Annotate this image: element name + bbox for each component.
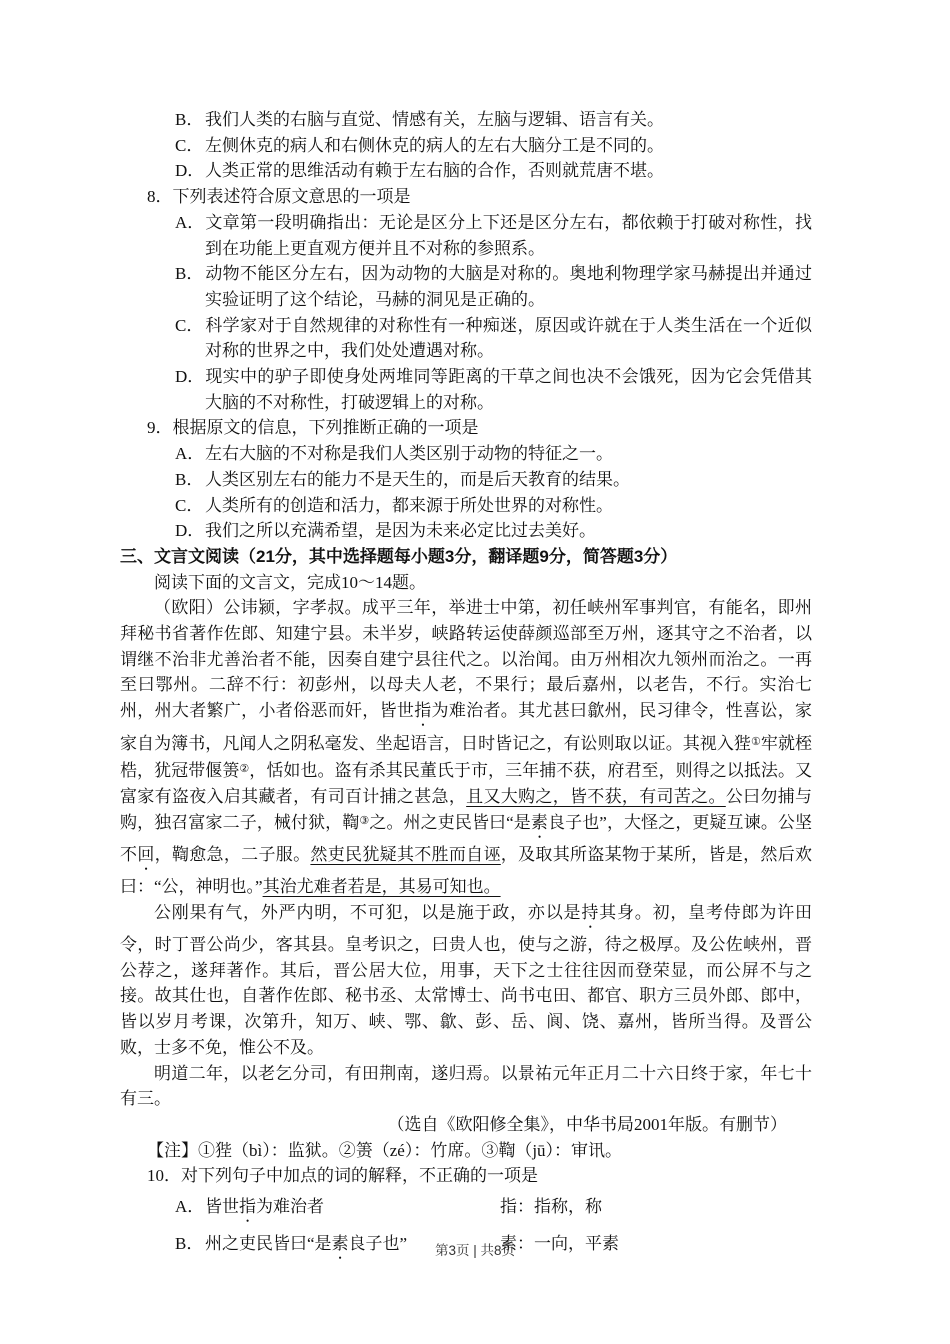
text-run: 文章第一段明确指出：无论是区分上下还是区分左右，都依赖于打破对称性，找到在功能上更直观方便并且不对称的参照系。: [205, 212, 812, 258]
item-label: D．: [175, 367, 205, 387]
underlined-text: 且又大购之，皆不获，有司苦之。: [466, 786, 726, 806]
passage-paragraph-3: [120, 1061, 812, 1112]
text-run: 其身。初，皇考侍郎为许田令，时丁晋公尚少，客其县。皇考识之，曰贵人也，使与之游，待之极厚。及公佐峡州，晋公荐之，遂拜著作。其后，晋公居大位，用事，天下之士往往因而登荣显，而公屏不与之接。故其仕也，自著作佐郎、秘书丞、太常博士、尚书屯田、都官、职方三员外郎、郎中，皆以岁月考课，次第升，知万、峡、鄂、歙、彭、岳、阆、饶、嘉州，皆所当得。及晋公败，士多不免，惟公不及。: [120, 902, 813, 1057]
q9-option-a: [120, 441, 812, 467]
q7-option-b: [120, 107, 812, 133]
q10-option-a: [120, 1194, 812, 1226]
text-run: 人类区别左右的能力不是天生的，而是后天教育的结果。: [205, 469, 630, 489]
text-run: 良子也”: [348, 1234, 408, 1254]
text-run: 牢就桎梏，犹冠带偃箦: [120, 734, 812, 780]
underlined-text: 然吏民犹疑其不胜而自诬: [310, 845, 501, 865]
text-run: 左侧休克的病人和右侧休克的病人的左右大脑分工是不同的。: [205, 135, 664, 155]
underlined-text: 其治尤难者若是，其易可知也。: [262, 877, 501, 897]
item-label: A．: [175, 444, 205, 464]
text-run: 我们之所以充满希望，是因为未来必定比过去美好。: [205, 521, 596, 541]
text-run: 对下列句子中加点的词的解释，不正确的一项是: [181, 1166, 538, 1186]
text-run: 根据原文的信息，下列推断正确的一项是: [172, 418, 479, 438]
q9-option-c: [120, 493, 812, 519]
text-run: 为难治者。其尤甚曰歙州，民习律令，性喜讼，家家自为簿书，凡闻人之阴私毫发、坐起语言，日时皆记之，有讼则取以证。其视入狴: [120, 701, 813, 754]
text-run: 之。州之吏民皆曰“是: [369, 813, 531, 833]
text-run: 人类正常的思维活动有赖于左右脑的合作，否则就荒唐不堪。: [205, 161, 664, 181]
text-run: 指：指称，称: [500, 1197, 602, 1217]
item-label: B．: [175, 110, 204, 129]
text-run: 科学家对于自然规律的对称性有一种痴迷，原因或许就在于人类生活在一个近似对称的世界之中，我们处处遭遇对称。: [205, 315, 812, 361]
text-run: 皆世: [205, 1197, 239, 1217]
question-8-stem: [120, 184, 812, 210]
item-label: B．: [175, 264, 204, 284]
item-label: B．: [175, 469, 204, 489]
text-run: 左右大脑的不对称是我们人类区别于动物的特征之一。: [205, 444, 613, 464]
text-run: 州之吏民皆曰“是: [205, 1234, 332, 1254]
item-label: 8．: [147, 187, 173, 207]
q8-option-c: [120, 313, 812, 364]
item-label: D．: [175, 161, 205, 181]
q8-option-b: [120, 261, 812, 312]
text-run: 【注】①狴（bì）：监狱。②箦（zé）：竹席。③鞫（jū）：审讯。: [147, 1140, 623, 1160]
q8-option-a: [120, 210, 812, 261]
item-label: C．: [175, 135, 204, 155]
text-run: ，鞫愈急，二子服。: [154, 845, 311, 865]
text-run: ，及取其所盗某物于某所，皆是，然后欢曰：“公，神明也。”: [120, 845, 813, 897]
footnote-marker: ③: [359, 815, 370, 828]
text-run: 素：一向，平素: [500, 1234, 619, 1254]
source-attribution: [120, 1112, 812, 1138]
passage-paragraph-2: [120, 900, 812, 1061]
option-gloss: [500, 1197, 602, 1216]
item-label: C．: [175, 315, 204, 335]
text-run: 三、文言文阅读（21分，其中选择题每小题3分，翻译题9分，简答题3分）: [120, 546, 678, 566]
text-run: 动物不能区分左右，因为动物的大脑是对称的。奥地利物理学家马赫提出并通过实验证明了这个结论，马赫的洞见是正确的。: [205, 264, 812, 309]
text-run: 公曰勿捕与购，独召富家二子，械付狱，鞫: [120, 786, 813, 833]
q7-option-c: [120, 133, 812, 159]
text-run: 现实中的驴子即使身处两堆同等距离的干草之间也决不会饿死，因为它会凭借其大脑的不对称性，打破逻辑上的对称。: [205, 367, 812, 412]
item-label: D．: [175, 521, 205, 541]
q9-option-b: [120, 467, 812, 493]
text-run: （欧阳）公讳颍，字孝叔。成平三年，举进士中第，初任峡州军事判官，有能名，即州拜秘书省著作佐郎、知建宁县。未半岁，峡路转运使薛颜巡部至万州，逐其守之不治者，以谓继不治非尤善治者不能，因奏自建宁县往代之。以治闻。由万州相次九领州而治之。一再至曰鄂州。二辞不行：初彭州，以母夫人老，不果行；最后嘉州，以老告，不行。实治七州，州大者繁广，小者俗恶而奸，皆世: [120, 598, 812, 721]
text-run: 人类所有的创造和活力，都来源于所处世界的对称性。: [205, 495, 613, 515]
document-content: [120, 107, 812, 1263]
item-label: C．: [175, 495, 204, 515]
text-run: 良子也”，大怪之，更疑互谏。公坚不: [120, 813, 813, 865]
q7-option-d: [120, 158, 812, 184]
footnote-marker: ②: [239, 762, 250, 775]
item-label: 9．: [147, 418, 173, 438]
q9-option-d: [120, 518, 812, 544]
text-run: 下列表述符合原文意思的一项是: [172, 187, 411, 207]
page-footer: 第3页 | 共8页: [434, 1243, 516, 1259]
text-run: 明道二年，以老乞分司，有田荆南，遂归焉。以景祐元年正月二十六日终于家，年七十有三。: [120, 1063, 812, 1109]
dot-emphasized-word: 素: [530, 813, 548, 833]
dot-emphasized-word: 指: [414, 701, 432, 721]
reading-instruction: [120, 570, 812, 596]
item-label: 10．: [147, 1166, 181, 1186]
item-label: B．: [175, 1234, 204, 1254]
section-heading-3: [120, 544, 812, 570]
question-10-stem: [120, 1163, 812, 1189]
text-run: 阅读下面的文言文，完成10～14题。: [154, 572, 426, 592]
dot-emphasized-word: 素: [331, 1234, 349, 1254]
q8-option-d: [120, 364, 812, 415]
text-run: ，恬如也。盗有杀其民董氏于市，三年捕不获，府君至，则得之以抵法。又富家有盗夜入启其藏者，有司百计捕之甚急，: [120, 760, 812, 806]
item-label: A．: [175, 1197, 205, 1217]
question-9-stem: [120, 415, 812, 441]
footnotes: [120, 1138, 812, 1164]
dot-emphasized-word: 指: [239, 1197, 256, 1217]
passage-paragraph-1: [120, 595, 812, 900]
dot-emphasized-word: 持: [581, 902, 600, 922]
item-label: A．: [175, 212, 205, 232]
text-run: 为难治者: [256, 1197, 324, 1217]
text-run: 公刚果有气，外严内明，不可犯，以是施于政，亦以是: [154, 902, 582, 922]
text-run: 我们人类的右脑与直觉、情感有关，左脑与逻辑、语言有关。: [205, 110, 664, 129]
footnote-marker: ①: [750, 736, 761, 749]
text-run: （选自《欧阳修全集》，中华书局2001年版。有删节）: [387, 1114, 787, 1134]
option-phrase: [205, 1194, 500, 1226]
dot-emphasized-word: 回: [137, 845, 155, 865]
